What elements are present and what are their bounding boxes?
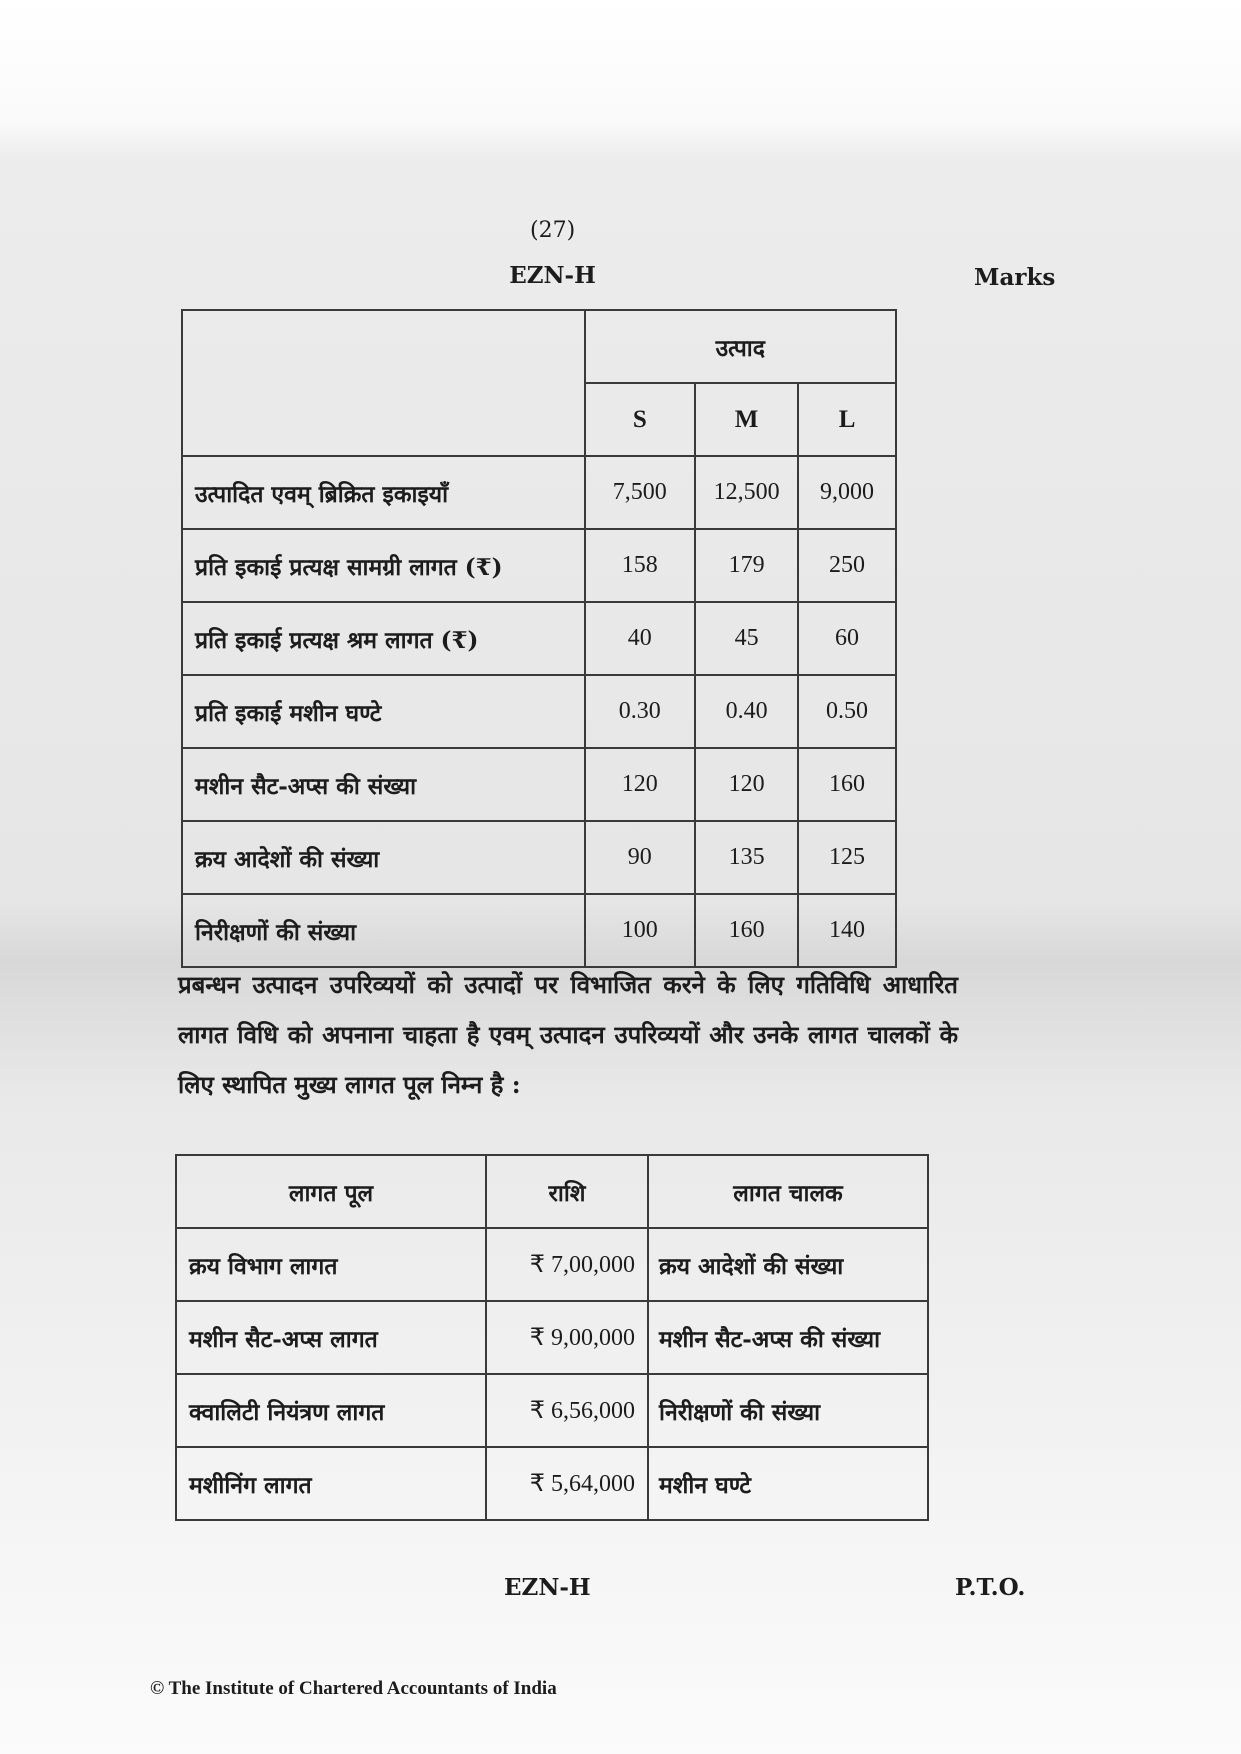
cell-l: 250 xyxy=(798,529,896,602)
cost-pool-cell: मशीन सैट-अप्स लागत xyxy=(176,1301,486,1374)
cost-driver-cell: क्रय आदेशों की संख्या xyxy=(648,1228,928,1301)
row-label: क्रय आदेशों की संख्या xyxy=(182,821,585,894)
cell-s: 120 xyxy=(585,748,696,821)
cell-l: 0.50 xyxy=(798,675,896,748)
table-row xyxy=(182,821,896,894)
paper-code-header: EZN-H xyxy=(509,262,596,289)
cell-s: 0.30 xyxy=(585,675,696,748)
cell-s: 40 xyxy=(585,602,696,675)
row-label: उत्पादित एवम् ब्रिक्रित इकाइयाँ xyxy=(182,456,585,529)
blank-header-cell xyxy=(182,310,585,456)
marks-label: Marks xyxy=(974,264,1056,291)
table-row xyxy=(176,1447,928,1520)
cell-l: 160 xyxy=(798,748,896,821)
table-header-row xyxy=(182,310,896,383)
amount-cell: ₹ 9,00,000 xyxy=(486,1301,648,1374)
column-header-m: M xyxy=(695,383,798,456)
product-data-table xyxy=(181,309,897,968)
table-row xyxy=(176,1374,928,1447)
row-label: मशीन सैट-अप्स की संख्या xyxy=(182,748,585,821)
column-header-l: L xyxy=(798,383,896,456)
row-label: प्रति इकाई प्रत्यक्ष श्रम लागत (₹) xyxy=(182,602,585,675)
table-row xyxy=(176,1228,928,1301)
cost-driver-cell: मशीन घण्टे xyxy=(648,1447,928,1520)
cell-l: 60 xyxy=(798,602,896,675)
paper-code-footer: EZN-H xyxy=(504,1574,591,1601)
amount-cell: ₹ 7,00,000 xyxy=(486,1228,648,1301)
row-label: प्रति इकाई मशीन घण्टे xyxy=(182,675,585,748)
row-label: निरीक्षणों की संख्या xyxy=(182,894,585,967)
table-row xyxy=(182,529,896,602)
table-row xyxy=(176,1301,928,1374)
row-label: प्रति इकाई प्रत्यक्ष सामग्री लागत (₹) xyxy=(182,529,585,602)
cell-s: 7,500 xyxy=(585,456,696,529)
header-cost-pool: लागत पूल xyxy=(176,1155,486,1228)
cell-m: 135 xyxy=(695,821,798,894)
table-row xyxy=(182,456,896,529)
column-header-s: S xyxy=(585,383,696,456)
question-paragraph: प्रबन्धन उत्पादन उपरिव्ययों को उत्पादों पर विभाजित करने के लिए गतिविधि आधारित लागत विधि को अपनाना चाहता है एवम् उत्पादन उपरिव्ययों और उनके लागत चालकों के लिए स्थापित मुख्य लागत पूल निम्न है : xyxy=(178,970,958,1099)
cell-s: 90 xyxy=(585,821,696,894)
product-group-header: उत्पाद xyxy=(585,310,896,383)
header-amount: राशि xyxy=(486,1155,648,1228)
page-number: (27) xyxy=(530,218,576,243)
cost-driver-cell: निरीक्षणों की संख्या xyxy=(648,1374,928,1447)
table-header-row xyxy=(176,1155,928,1228)
cell-l: 9,000 xyxy=(798,456,896,529)
cell-m: 45 xyxy=(695,602,798,675)
pto-label: P.T.O. xyxy=(955,1574,1026,1601)
amount-cell: ₹ 6,56,000 xyxy=(486,1374,648,1447)
cost-pool-cell: क्वालिटी नियंत्रण लागत xyxy=(176,1374,486,1447)
cell-s: 158 xyxy=(585,529,696,602)
cell-m: 0.40 xyxy=(695,675,798,748)
cell-m: 160 xyxy=(695,894,798,967)
table-row xyxy=(182,602,896,675)
copyright-notice: © The Institute of Chartered Accountants of India xyxy=(150,1678,557,1699)
cell-m: 179 xyxy=(695,529,798,602)
cost-pool-table xyxy=(175,1154,929,1521)
cell-s: 100 xyxy=(585,894,696,967)
cost-pool-cell: क्रय विभाग लागत xyxy=(176,1228,486,1301)
header-cost-driver: लागत चालक xyxy=(648,1155,928,1228)
cell-m: 12,500 xyxy=(695,456,798,529)
cell-l: 125 xyxy=(798,821,896,894)
cell-m: 120 xyxy=(695,748,798,821)
table-row xyxy=(182,894,896,967)
table-row xyxy=(182,748,896,821)
cost-pool-cell: मशीनिंग लागत xyxy=(176,1447,486,1520)
amount-cell: ₹ 5,64,000 xyxy=(486,1447,648,1520)
table-row xyxy=(182,675,896,748)
cell-l: 140 xyxy=(798,894,896,967)
cost-driver-cell: मशीन सैट-अप्स की संख्या xyxy=(648,1301,928,1374)
